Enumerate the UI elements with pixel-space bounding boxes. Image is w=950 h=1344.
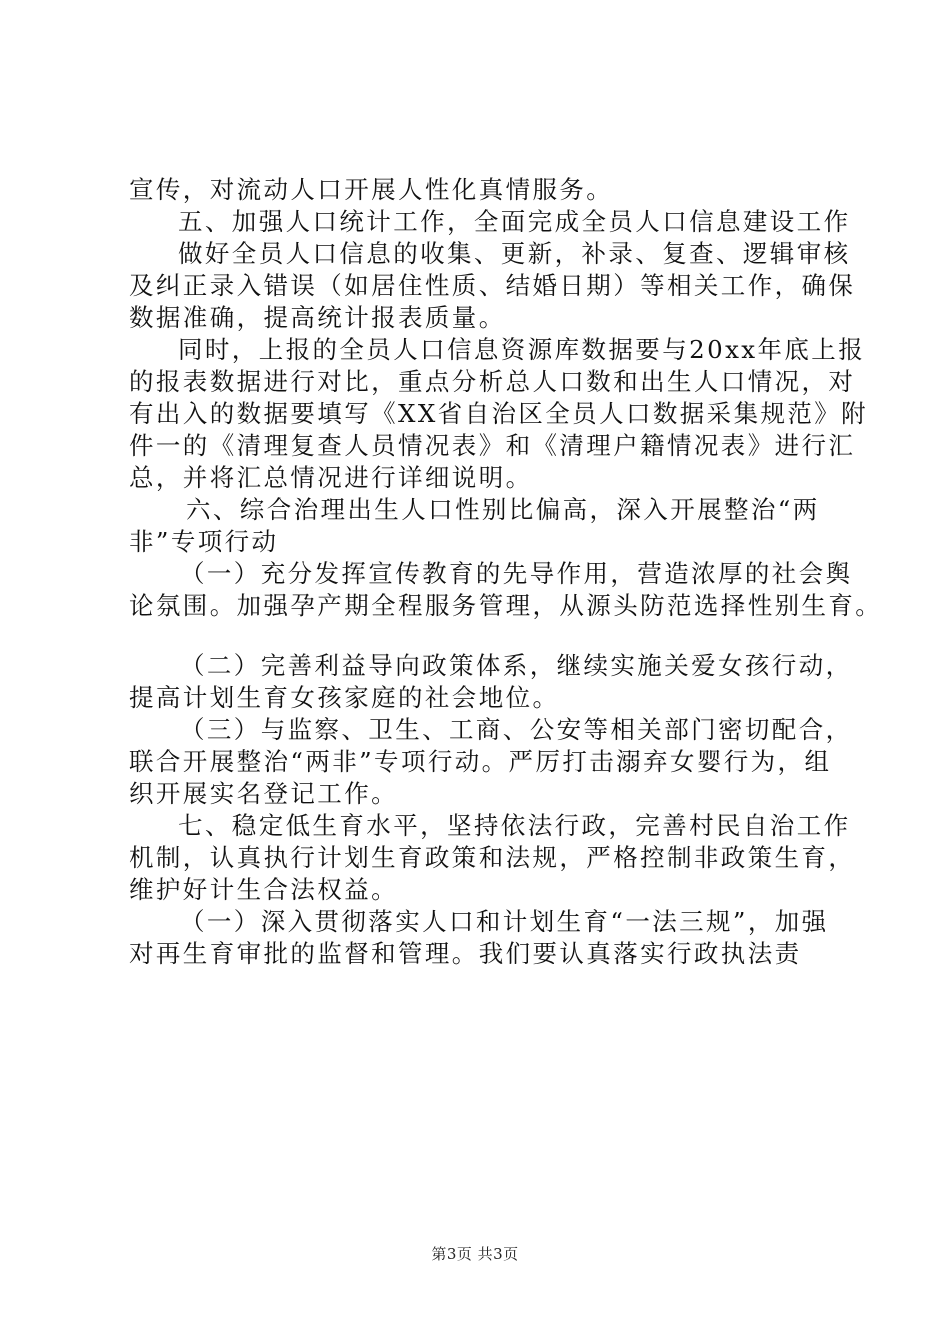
paragraph-line: 织开展实名登记工作。 bbox=[129, 779, 398, 808]
paragraph-line: （三）与监察、卫生、工商、公安等相关部门密切配合， bbox=[180, 715, 853, 744]
page-footer: 第3页 共3页 bbox=[431, 1245, 519, 1263]
paragraph-line: 有出入的数据要填写《XX省自治区全员人口数据采集规范》附 bbox=[129, 399, 869, 428]
paragraph-line: （一）深入贯彻落实人口和计划生育“一法三规”，加强 bbox=[180, 907, 829, 936]
section-heading-5: 五、加强人口统计工作，全面完成全员人口信息建设工作 bbox=[178, 207, 851, 236]
paragraph-line: 做好全员人口信息的收集、更新，补录、复查、逻辑审核 bbox=[178, 239, 851, 268]
paragraph-line: 宣传，对流动人口开展人性化真情服务。 bbox=[129, 175, 614, 204]
paragraph-line: （二）完善利益导向政策体系，继续实施关爱女孩行动， bbox=[180, 651, 853, 680]
paragraph-line: 件一的《清理复查人员情况表》和《清理户籍情况表》进行汇 bbox=[129, 431, 856, 460]
paragraph-line: 联合开展整治“两非”专项行动。严厉打击溺弃女婴行为，组 bbox=[129, 747, 832, 776]
paragraph-line: 数据准确，提高统计报表质量。 bbox=[129, 303, 506, 332]
paragraph-line: 提高计划生育女孩家庭的社会地位。 bbox=[129, 683, 560, 712]
section-heading-7: 七、稳定低生育水平，坚持依法行政，完善村民自治工作 bbox=[178, 811, 851, 840]
paragraph-line: 的报表数据进行对比，重点分析总人口数和出生人口情况，对 bbox=[129, 367, 856, 396]
paragraph-line: 论氛围。加强孕产期全程服务管理，从源头防范选择性别生育。 bbox=[129, 591, 883, 620]
section-heading-6: 六、综合治理出生人口性别比偏高，深入开展整治“两 bbox=[186, 495, 820, 524]
paragraph-line: （一）充分发挥宣传教育的先导作用，营造浓厚的社会舆 bbox=[180, 559, 853, 588]
paragraph-line: 同时，上报的全员人口信息资源库数据要与20xx年底上报 bbox=[178, 335, 866, 364]
paragraph-line: 对再生育审批的监督和管理。我们要认真落实行政执法责 bbox=[129, 939, 802, 968]
paragraph-line: 机制，认真执行计划生育政策和法规，严格控制非政策生育， bbox=[129, 843, 856, 872]
paragraph-line: 维护好计生合法权益。 bbox=[129, 875, 398, 904]
section-heading-6-cont: 非”专项行动 bbox=[129, 527, 279, 556]
paragraph-line: 及纠正录入错误（如居住性质、结婚日期）等相关工作，确保 bbox=[129, 271, 856, 300]
paragraph-line: 总，并将汇总情况进行详细说明。 bbox=[129, 463, 533, 492]
